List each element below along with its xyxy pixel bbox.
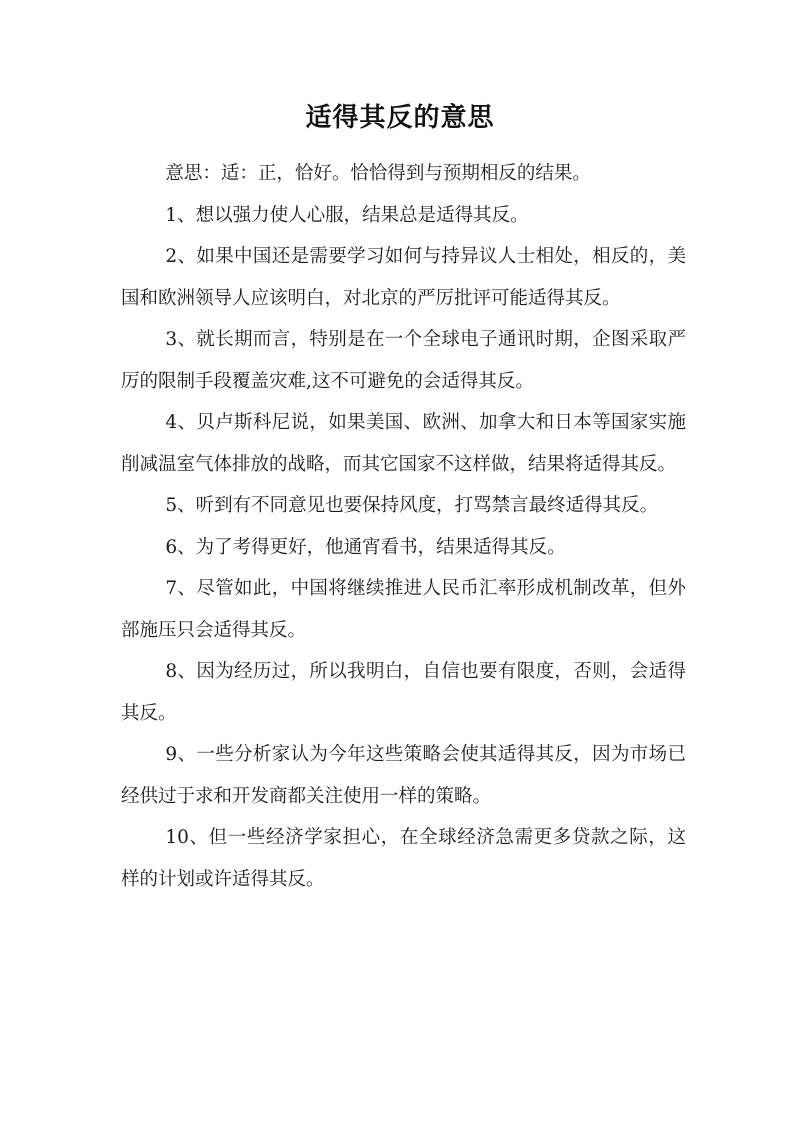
example-sentence-8: 8、因为经历过，所以我明白，自信也要有限度，否则，会适得其反。: [121, 661, 686, 724]
definition-paragraph: 意思：适：正，恰好。恰恰得到与预期相反的结果。: [165, 163, 591, 184]
example-sentence-10: 10、但一些经济学家担心，在全球经济急需更多贷款之际，这样的计划或许适得其反。: [121, 827, 686, 890]
example-sentence-7: 7、尽管如此，中国将继续推进人民币汇率形成机制改革，但外部施压只会适得其反。: [121, 578, 686, 641]
example-sentence-6: 6、为了考得更好，他通宵看书，结果适得其反。: [165, 536, 566, 558]
document-title: 适得其反的意思: [305, 103, 495, 133]
example-sentence-1: 1、想以强力使人心服，结果总是适得其反。: [165, 204, 529, 226]
example-sentence-5: 5、听到有不同意见也要保持风度，打骂禁言最终适得其反。: [165, 495, 659, 516]
example-sentence-3: 3、就长期而言，特别是在一个全球电子通讯时期，企图采取严厉的限制手段覆盖灾难,这不可避免的会适得其反。: [121, 329, 686, 392]
example-sentence-4: 4、贝卢斯科尼说，如果美国、欧洲、加拿大和日本等国家实施削减温室气体排放的战略，而其它国家不这样做，结果将适得其反。: [121, 412, 686, 475]
example-sentence-2: 2、如果中国还是需要学习如何与持异议人士相处，相反的，美国和欧洲领导人应该明白，对北京的严厉批评可能适得其反。: [121, 246, 686, 309]
document-body: [121, 153, 686, 900]
example-sentence-9: 9、一些分析家认为今年这些策略会使其适得其反，因为市场已经供过于求和开发商都关注使用一样的策略。: [121, 744, 686, 807]
